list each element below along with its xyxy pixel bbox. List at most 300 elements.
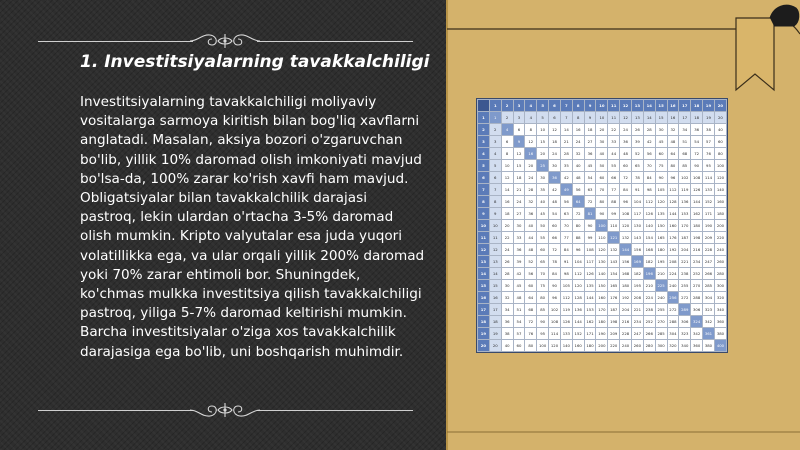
table-cell: 126 xyxy=(560,316,572,328)
table-cell: 60 xyxy=(549,220,561,232)
table-cell: 14 xyxy=(643,100,655,112)
table-cell: 32 xyxy=(501,292,513,304)
table-cell: 16 xyxy=(489,292,501,304)
table-cell: 36 xyxy=(691,124,703,136)
table-cell: 342 xyxy=(703,316,715,328)
table-cell: 4 xyxy=(501,124,513,136)
table-cell: 361 xyxy=(703,328,715,340)
table-cell: 63 xyxy=(584,184,596,196)
table-cell: 360 xyxy=(714,316,726,328)
table-cell: 76 xyxy=(703,148,715,160)
table-cell: 221 xyxy=(679,256,691,268)
table-cell: 180 xyxy=(655,244,667,256)
table-cell: 30 xyxy=(655,124,667,136)
table-cell: 144 xyxy=(691,196,703,208)
table-cell: 112 xyxy=(560,292,572,304)
table-cell: 80 xyxy=(525,340,537,352)
table-cell: 144 xyxy=(620,244,632,256)
table-cell: 130 xyxy=(631,220,643,232)
table-cell: 52 xyxy=(631,148,643,160)
table-cell: 30 xyxy=(537,172,549,184)
table-cell: 68 xyxy=(679,148,691,160)
table-cell: 39 xyxy=(631,136,643,148)
table-cell: 120 xyxy=(655,196,667,208)
table-cell: 13 xyxy=(489,256,501,268)
table-cell: 36 xyxy=(620,136,632,148)
table-cell: 266 xyxy=(643,328,655,340)
table-cell: 64 xyxy=(667,148,679,160)
table-cell: 320 xyxy=(667,340,679,352)
table-cell: 80 xyxy=(572,220,584,232)
table-cell: 209 xyxy=(703,232,715,244)
table-cell: 6 xyxy=(549,100,561,112)
table-cell: 16 xyxy=(478,292,490,304)
table-cell: 156 xyxy=(631,244,643,256)
table-cell: 38 xyxy=(703,124,715,136)
table-cell: 42 xyxy=(513,268,525,280)
table-cell: 182 xyxy=(643,256,655,268)
table-cell: 88 xyxy=(572,232,584,244)
table-cell: 20 xyxy=(537,148,549,160)
table-cell: 48 xyxy=(620,148,632,160)
table-cell: 165 xyxy=(608,280,620,292)
table-cell: 50 xyxy=(537,220,549,232)
table-cell: 140 xyxy=(596,268,608,280)
table-cell: 11 xyxy=(478,232,490,244)
table-cell: 136 xyxy=(679,196,691,208)
table-row xyxy=(478,160,727,172)
table-cell: 56 xyxy=(560,196,572,208)
table-cell: 8 xyxy=(572,112,584,124)
table-cell: 144 xyxy=(667,208,679,220)
table-cell: 208 xyxy=(667,256,679,268)
table-cell: 24 xyxy=(501,244,513,256)
table-cell: 7 xyxy=(489,184,501,196)
table-cell: 240 xyxy=(655,292,667,304)
table-cell: 20 xyxy=(525,160,537,172)
table-cell: 14 xyxy=(643,112,655,124)
top-divider-line-right xyxy=(257,41,413,42)
table-cell: 255 xyxy=(679,280,691,292)
table-cell: 50 xyxy=(596,160,608,172)
table-cell: 270 xyxy=(655,316,667,328)
table-cell: 80 xyxy=(667,160,679,172)
table-cell: 48 xyxy=(667,136,679,148)
table-cell: 2 xyxy=(478,124,490,136)
table-cell: 144 xyxy=(584,292,596,304)
table-cell: 324 xyxy=(691,316,703,328)
table-cell: 51 xyxy=(679,136,691,148)
table-cell: 180 xyxy=(691,220,703,232)
table-cell: 7 xyxy=(478,184,490,196)
table-cell: 112 xyxy=(572,268,584,280)
table-cell: 16 xyxy=(525,148,537,160)
table-cell: 17 xyxy=(478,304,490,316)
table-cell: 28 xyxy=(643,124,655,136)
table-cell: 104 xyxy=(631,196,643,208)
table-cell: 20 xyxy=(714,112,726,124)
table-cell: 380 xyxy=(714,328,726,340)
table-cell: 30 xyxy=(501,280,513,292)
table-cell: 224 xyxy=(667,268,679,280)
table-cell: 90 xyxy=(655,172,667,184)
table-cell: 40 xyxy=(714,124,726,136)
table-cell: 11 xyxy=(489,232,501,244)
table-cell: 33 xyxy=(513,232,525,244)
table-cell: 126 xyxy=(691,184,703,196)
table-cell: 10 xyxy=(596,112,608,124)
table-cell: 65 xyxy=(537,256,549,268)
table-cell: 12 xyxy=(513,148,525,160)
table-cell: 8 xyxy=(572,100,584,112)
table-cell: 60 xyxy=(714,136,726,148)
table-cell: 117 xyxy=(631,208,643,220)
table-cell: 10 xyxy=(537,124,549,136)
table-cell: 7 xyxy=(560,112,572,124)
table-cell: 108 xyxy=(549,316,561,328)
table-cell: 224 xyxy=(643,292,655,304)
table-cell: 234 xyxy=(691,256,703,268)
table-cell: 3 xyxy=(478,136,490,148)
table-cell: 91 xyxy=(560,256,572,268)
table-row xyxy=(478,232,727,244)
table-cell: 81 xyxy=(584,208,596,220)
table-cell: 9 xyxy=(513,136,525,148)
table-cell: 13 xyxy=(478,256,490,268)
table-cell: 323 xyxy=(679,328,691,340)
table-cell: 24 xyxy=(513,196,525,208)
table-cell: 14 xyxy=(560,124,572,136)
table-cell: 204 xyxy=(679,244,691,256)
table-cell: 60 xyxy=(537,244,549,256)
table-cell: 20 xyxy=(489,340,501,352)
table-cell: 17 xyxy=(679,100,691,112)
table-cell: 17 xyxy=(489,304,501,316)
table-cell: 195 xyxy=(655,256,667,268)
table-cell: 65 xyxy=(631,160,643,172)
table-cell: 72 xyxy=(525,316,537,328)
table-cell: 4 xyxy=(489,148,501,160)
table-cell: 114 xyxy=(703,172,715,184)
table-cell: 75 xyxy=(537,280,549,292)
table-cell: 40 xyxy=(596,148,608,160)
slide-body-text: Investitsiyalarning tavakkalchiligi moliyaviy vositalarga sarmoya kiritish bilan bog'liq xavflarni anglatadi. Masalan, aksiya bozori o'zgaruvchan bo'lib, yillik 10% daromad olish imkoniyati mavjud bo'lsa-da, 100% zarar ko'rish xavfi ham mavjud. Obligatsiyalar bilan tavakkalchilik darajasi pastroq, lekin ulardan o'rtacha 3-5% daromad olish mumkin. Kripto valyutalar esa juda yuqori volatillikka ega, va ular orqali yillik 200% daromad yoki 70% zarar ehtimoli bor. Shuningdek, ko'chmas mulkka investitsiya qilish tavakkalchiligi pastroq, yiliga 5-7% daromad keltirishi mumkin. Barcha investitsiyalar o'ziga xos tavakkalchilik darajasiga ega bo'lib, uni boshqarish muhimdir. xyxy=(80,94,425,360)
slide-title: 1. Investitsiyalarning tavakkalchiligi xyxy=(80,52,430,72)
table-cell: 60 xyxy=(513,340,525,352)
table-cell: 187 xyxy=(679,232,691,244)
table-cell: 16 xyxy=(667,112,679,124)
table-cell: 36 xyxy=(549,172,561,184)
table-cell: 20 xyxy=(596,124,608,136)
table-cell: 51 xyxy=(513,304,525,316)
table-cell: 42 xyxy=(549,184,561,196)
table-cell: 228 xyxy=(703,244,715,256)
table-cell: 77 xyxy=(560,232,572,244)
table-cell: 140 xyxy=(560,340,572,352)
table-cell: 24 xyxy=(525,172,537,184)
table-cell: 110 xyxy=(608,220,620,232)
table-cell: 10 xyxy=(489,220,501,232)
table-cell: 260 xyxy=(714,256,726,268)
table-cell: 17 xyxy=(679,112,691,124)
table-cell: 105 xyxy=(655,184,667,196)
table-cell: 35 xyxy=(537,184,549,196)
table-cell: 48 xyxy=(572,172,584,184)
table-cell: 57 xyxy=(513,328,525,340)
table-row xyxy=(478,304,727,316)
table-cell: 18 xyxy=(691,112,703,124)
table-cell: 36 xyxy=(501,316,513,328)
bottom-divider-line-right xyxy=(257,410,413,411)
table-cell: 26 xyxy=(501,256,513,268)
table-cell: 75 xyxy=(655,160,667,172)
table-cell: 225 xyxy=(655,280,667,292)
table-cell: 165 xyxy=(655,232,667,244)
table-cell: 70 xyxy=(643,160,655,172)
table-row xyxy=(478,280,727,292)
table-row xyxy=(478,172,727,184)
table-cell: 60 xyxy=(620,160,632,172)
table-cell: 7 xyxy=(560,100,572,112)
table-cell: 117 xyxy=(584,256,596,268)
table-cell: 216 xyxy=(620,316,632,328)
table-cell: 240 xyxy=(714,244,726,256)
table-cell: 90 xyxy=(549,280,561,292)
bookmark-ribbon-icon xyxy=(730,0,800,95)
table-cell: 126 xyxy=(643,208,655,220)
table-cell: 32 xyxy=(525,196,537,208)
table-cell: 20 xyxy=(478,340,490,352)
table-cell: 48 xyxy=(513,292,525,304)
table-cell: 182 xyxy=(631,268,643,280)
table-cell: 99 xyxy=(608,208,620,220)
table-cell: 16 xyxy=(667,100,679,112)
table-cell: 48 xyxy=(549,196,561,208)
table-cell: 195 xyxy=(631,280,643,292)
table-cell: 133 xyxy=(703,184,715,196)
table-cell: 4 xyxy=(525,100,537,112)
table-cell: 247 xyxy=(631,328,643,340)
table-cell: 288 xyxy=(691,292,703,304)
table-cell: 160 xyxy=(572,340,584,352)
table-cell: 72 xyxy=(549,244,561,256)
table-cell: 57 xyxy=(703,136,715,148)
table-cell: 66 xyxy=(549,232,561,244)
table-cell: 114 xyxy=(549,328,561,340)
table-row xyxy=(478,220,727,232)
table-row xyxy=(478,328,727,340)
table-cell: 380 xyxy=(703,340,715,352)
table-cell: 21 xyxy=(560,136,572,148)
table-cell: 2 xyxy=(501,100,513,112)
table-row xyxy=(478,148,727,160)
table-cell: 12 xyxy=(478,244,490,256)
table-cell: 44 xyxy=(608,148,620,160)
table-cell: 120 xyxy=(596,244,608,256)
table-row xyxy=(478,100,727,112)
table-cell: 8 xyxy=(489,196,501,208)
table-cell: 60 xyxy=(525,280,537,292)
table-cell: 143 xyxy=(631,232,643,244)
table-row xyxy=(478,292,727,304)
table-cell: 272 xyxy=(667,304,679,316)
table-cell: 3 xyxy=(489,136,501,148)
table-cell: 28 xyxy=(501,268,513,280)
table-cell: 136 xyxy=(572,304,584,316)
table-cell: 320 xyxy=(714,292,726,304)
table-cell: 221 xyxy=(631,304,643,316)
table-cell: 90 xyxy=(691,160,703,172)
table-cell: 160 xyxy=(667,220,679,232)
table-row xyxy=(478,196,727,208)
table-cell: 1 xyxy=(478,112,490,124)
table-cell: 169 xyxy=(631,256,643,268)
table-cell: 72 xyxy=(584,196,596,208)
table-cell: 104 xyxy=(572,256,584,268)
table-cell: 96 xyxy=(620,196,632,208)
table-cell: 100 xyxy=(537,340,549,352)
table-cell: 98 xyxy=(643,184,655,196)
table-cell: 25 xyxy=(537,160,549,172)
table-cell: 95 xyxy=(537,328,549,340)
table-cell: 44 xyxy=(525,232,537,244)
table-cell: 208 xyxy=(631,292,643,304)
table-cell: 108 xyxy=(620,208,632,220)
table-cell: 40 xyxy=(501,340,513,352)
table-cell: 171 xyxy=(703,208,715,220)
table-cell: 13 xyxy=(631,112,643,124)
table-cell: 56 xyxy=(643,148,655,160)
table-cell: 153 xyxy=(584,304,596,316)
table-cell: 11 xyxy=(608,112,620,124)
table-cell: 6 xyxy=(513,124,525,136)
table-cell: 42 xyxy=(643,136,655,148)
table-cell: 38 xyxy=(501,328,513,340)
table-cell: 247 xyxy=(703,256,715,268)
table-cell: 240 xyxy=(667,280,679,292)
table-cell: 105 xyxy=(560,280,572,292)
table-cell: 64 xyxy=(525,292,537,304)
table-cell: 6 xyxy=(478,172,490,184)
table-cell: 10 xyxy=(501,160,513,172)
table-cell: 52 xyxy=(525,256,537,268)
table-cell: 192 xyxy=(620,292,632,304)
table-cell: 255 xyxy=(655,304,667,316)
table-cell: 168 xyxy=(620,268,632,280)
table-row xyxy=(478,124,727,136)
table-cell: 190 xyxy=(596,328,608,340)
table-cell: 6 xyxy=(489,172,501,184)
table-cell: 8 xyxy=(501,148,513,160)
table-cell: 85 xyxy=(679,160,691,172)
table-cell: 8 xyxy=(525,124,537,136)
table-cell: 200 xyxy=(714,220,726,232)
table-cell: 18 xyxy=(584,124,596,136)
table-cell: 15 xyxy=(489,280,501,292)
table-cell: 102 xyxy=(549,304,561,316)
table-row xyxy=(478,208,727,220)
table-cell: 170 xyxy=(596,304,608,316)
table-cell: 154 xyxy=(608,268,620,280)
table-cell: 30 xyxy=(549,160,561,172)
table-cell: 133 xyxy=(560,328,572,340)
table-cell: 40 xyxy=(537,196,549,208)
table-cell: 3 xyxy=(513,112,525,124)
table-cell: 22 xyxy=(608,124,620,136)
flourish-icon-top xyxy=(188,30,262,52)
table-cell: 176 xyxy=(667,232,679,244)
table-cell: 55 xyxy=(537,232,549,244)
table-cell: 96 xyxy=(549,292,561,304)
table-cell: 8 xyxy=(478,196,490,208)
table-cell: 192 xyxy=(667,244,679,256)
table-cell: 98 xyxy=(560,268,572,280)
table-cell: 240 xyxy=(620,340,632,352)
table-cell: 18 xyxy=(478,316,490,328)
table-cell: 152 xyxy=(572,328,584,340)
table-cell: 3 xyxy=(513,100,525,112)
table-cell: 18 xyxy=(549,136,561,148)
table-cell: 42 xyxy=(560,172,572,184)
table-row xyxy=(478,316,727,328)
table-cell xyxy=(478,100,490,112)
table-cell: 70 xyxy=(560,220,572,232)
table-cell: 28 xyxy=(525,184,537,196)
table-cell: 20 xyxy=(714,100,726,112)
table-cell: 32 xyxy=(667,124,679,136)
table-cell: 266 xyxy=(703,268,715,280)
table-cell: 70 xyxy=(537,268,549,280)
table-cell: 16 xyxy=(501,196,513,208)
table-cell: 15 xyxy=(478,280,490,292)
table-cell: 176 xyxy=(608,292,620,304)
table-cell: 49 xyxy=(560,184,572,196)
table-cell: 135 xyxy=(655,208,667,220)
table-cell: 84 xyxy=(620,184,632,196)
table-cell: 36 xyxy=(513,244,525,256)
table-cell: 18 xyxy=(489,316,501,328)
table-cell: 152 xyxy=(703,196,715,208)
table-cell: 72 xyxy=(572,208,584,220)
table-cell: 220 xyxy=(714,232,726,244)
table-cell: 128 xyxy=(667,196,679,208)
table-cell: 9 xyxy=(584,100,596,112)
table-cell: 54 xyxy=(584,172,596,184)
table-cell: 252 xyxy=(643,316,655,328)
table-cell: 140 xyxy=(714,184,726,196)
table-cell: 16 xyxy=(572,124,584,136)
table-cell: 102 xyxy=(679,172,691,184)
table-cell: 132 xyxy=(608,244,620,256)
table-cell: 84 xyxy=(643,172,655,184)
table-cell: 120 xyxy=(714,172,726,184)
table-cell: 216 xyxy=(691,244,703,256)
table-cell: 34 xyxy=(679,124,691,136)
table-cell: 4 xyxy=(525,112,537,124)
top-divider-line-left xyxy=(38,41,193,42)
table-cell: 72 xyxy=(620,172,632,184)
table-cell: 12 xyxy=(501,172,513,184)
table-cell: 126 xyxy=(584,268,596,280)
table-cell: 19 xyxy=(703,100,715,112)
table-cell: 11 xyxy=(608,100,620,112)
table-row xyxy=(478,244,727,256)
table-cell: 153 xyxy=(679,208,691,220)
table-cell: 119 xyxy=(560,304,572,316)
table-cell: 180 xyxy=(714,208,726,220)
table-cell: 238 xyxy=(643,304,655,316)
table-cell: 112 xyxy=(643,196,655,208)
